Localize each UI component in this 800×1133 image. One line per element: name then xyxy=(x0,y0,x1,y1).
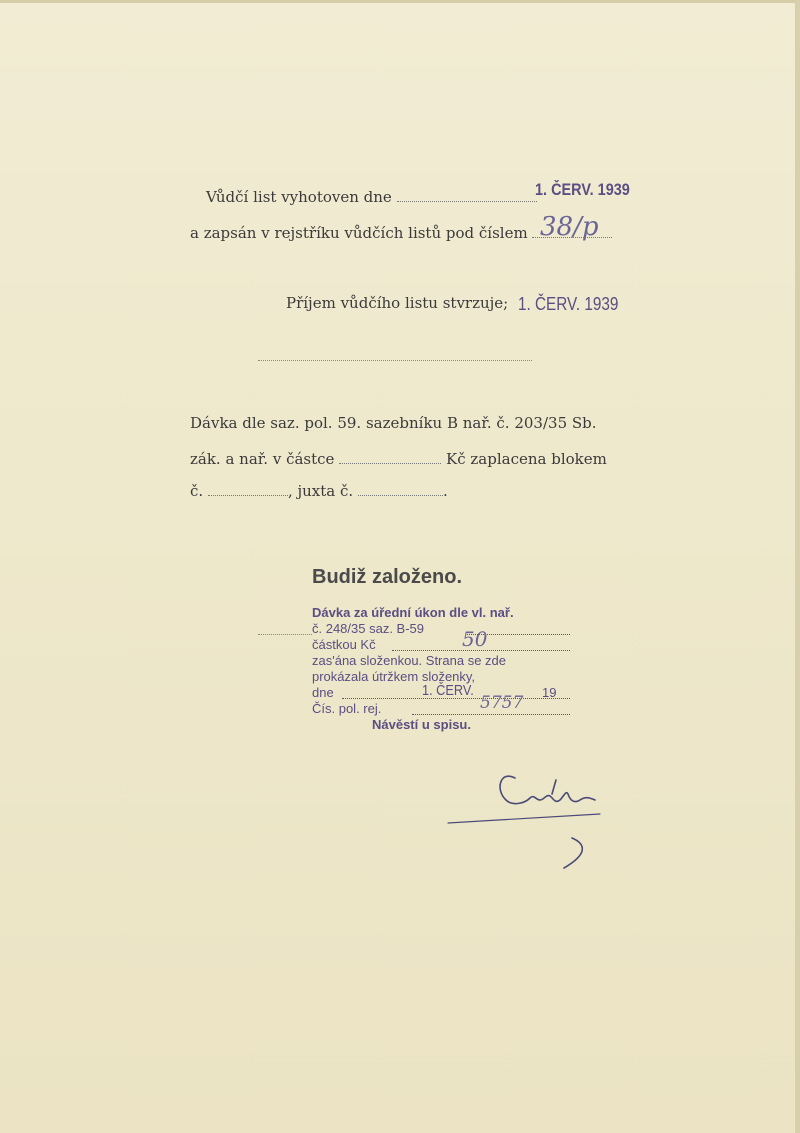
handwritten-register-number: 38/p xyxy=(540,212,599,242)
block-number-field xyxy=(208,494,288,496)
handwritten-register-entry: 5757 xyxy=(480,693,524,713)
receipt-label: Příjem vůdčího listu stvrzuje; xyxy=(286,294,509,312)
fee-stamp-register-label: Čís. pol. rej. xyxy=(312,701,382,716)
paper-top-edge xyxy=(0,0,800,3)
fee-stamp-amount-rule xyxy=(392,650,570,651)
receipt-line xyxy=(286,294,508,312)
fee-stamp-register-rule xyxy=(412,714,570,715)
fee-line-2-label: zák. a nař. v částce xyxy=(190,450,335,468)
handwritten-amount: 50 xyxy=(462,627,488,651)
block-number-label: č. xyxy=(190,482,204,500)
fee-stamp-line-1: Dávka za úřední úkon dle vl. nař. xyxy=(312,605,514,620)
date-stamp-issued: 1. ČERV. 1939 xyxy=(535,180,630,199)
fee-stamp-line-6 xyxy=(312,682,572,701)
paper-right-edge xyxy=(795,0,800,1133)
fee-line-3-end: . xyxy=(442,482,448,500)
fee-line-3 xyxy=(190,482,448,500)
fee-amount-field xyxy=(339,462,441,464)
issued-date-field xyxy=(397,200,537,202)
fee-line-1: Dávka dle saz. pol. 59. sazebníku B nař. č. 203/35 Sb. xyxy=(190,414,597,432)
fee-stamp-date-label: dne xyxy=(312,685,334,700)
issued-date-label: Vůdčí list vyhotoven dne xyxy=(206,188,392,206)
fee-stamp-line-7 xyxy=(312,693,572,717)
fee-line-2-suffix: Kč zaplacena blokem xyxy=(446,450,607,468)
fee-stamp-amount-label: částkou Kč xyxy=(312,637,376,652)
fee-stamp-decree: č. 248/35 saz. B-59 xyxy=(312,621,425,636)
handwritten-signature xyxy=(440,760,620,880)
fee-stamp-date-rule xyxy=(342,698,570,699)
fee-stamp-line-5: prokázala útržkem složenky, xyxy=(312,669,476,684)
fee-line-2 xyxy=(190,450,607,468)
fee-stamp-year: 19 xyxy=(542,685,557,700)
date-stamp-receipt: 1. ČERV. 1939 xyxy=(518,294,619,314)
juxta-label: , juxta č. xyxy=(287,482,354,500)
fee-stamp-date-value: 1. ČERV. xyxy=(422,682,474,699)
fee-stamp xyxy=(312,605,572,733)
fee-stamp-line-2 xyxy=(312,621,572,637)
receipt-signature-line xyxy=(258,360,532,361)
stamp-left-rule xyxy=(258,634,312,635)
juxta-number-field xyxy=(358,494,443,496)
issued-date-line xyxy=(206,188,537,206)
fee-stamp-line-8: Návěstí u spisu. xyxy=(372,717,471,732)
register-number-label: a zapsán v rejstříku vůdčích listů pod číslem xyxy=(190,224,528,242)
fee-stamp-line-4: zas'ána složenkou. Strana se zde xyxy=(312,653,506,668)
heading-budiz-zalozeno: Budiž založeno. xyxy=(312,566,462,588)
